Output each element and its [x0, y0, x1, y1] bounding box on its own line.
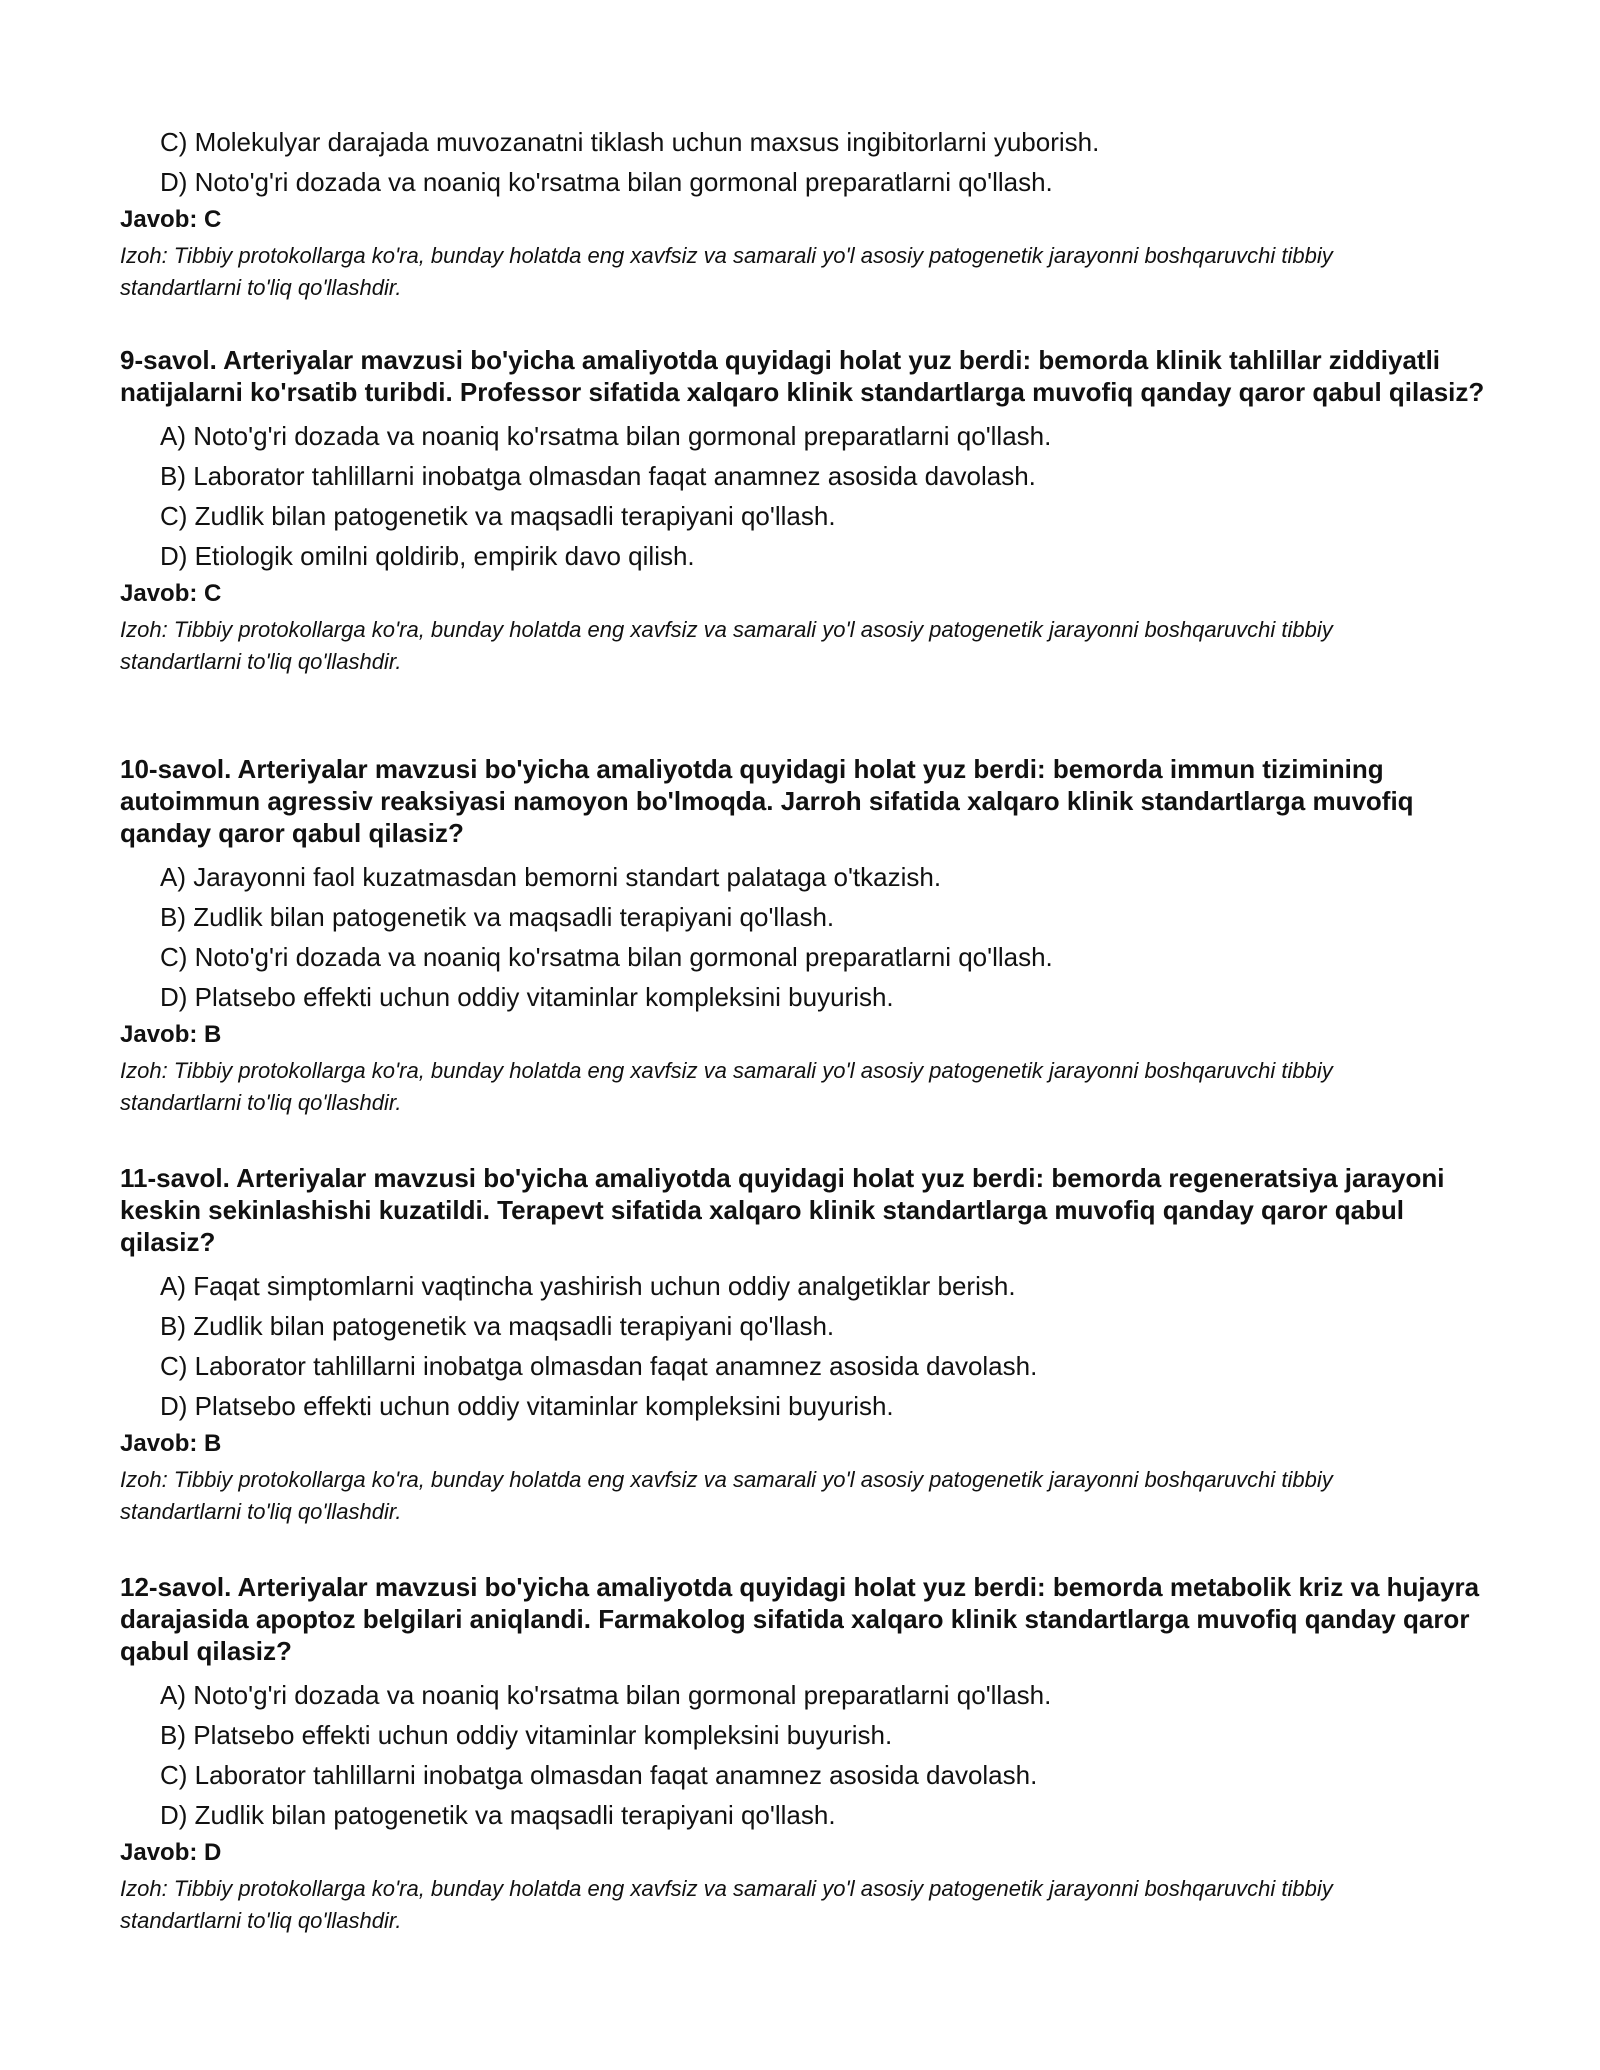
question-text: 11-savol. Arteriyalar mavzusi bo'yicha amaliyotda quyidagi holat yuz berdi: bemorda regeneratsiya jarayoni keskin sekinlashishi kuzatildi. Terapevt sifatida xalqaro klinik standartlarga muvofiq qanday qaror qabul qilasiz? — [120, 1163, 1445, 1257]
option-d: D) Noto'g'ri dozada va noaniq ko'rsatma bilan gormonal preparatlarni qo'llash. — [160, 167, 1053, 197]
option-d: D) Platsebo effekti uchun oddiy vitaminlar kompleksini buyurish. — [160, 1391, 894, 1421]
option-a: A) Noto'g'ri dozada va noaniq ko'rsatma bilan gormonal preparatlarni qo'llash. — [160, 1680, 1052, 1710]
explanation-note: Izoh: Tibbiy protokollarga ko'ra, bunday holatda eng xavfsiz va samarali yo'l asosiy patogenetik jarayonni boshqaruvchi tibbiy standartlarni to'liq qo'llashdir. — [120, 617, 1333, 674]
option-b: B) Zudlik bilan patogenetik va maqsadli terapiyani qo'llash. — [160, 902, 835, 932]
explanation-note: Izoh: Tibbiy protokollarga ko'ra, bunday holatda eng xavfsiz va samarali yo'l asosiy patogenetik jarayonni boshqaruvchi tibbiy standartlarni to'liq qo'llashdir. — [120, 243, 1333, 300]
question-text: 9-savol. Arteriyalar mavzusi bo'yicha amaliyotda quyidagi holat yuz berdi: bemorda klinik tahlillar ziddiyatli natijalarni ko'rsatib turibdi. Professor sifatida xalqaro klinik standartlarga muvofiq qanday qaror qabul qilasiz? — [120, 345, 1485, 407]
option-c: C) Noto'g'ri dozada va noaniq ko'rsatma bilan gormonal preparatlarni qo'llash. — [160, 942, 1053, 972]
answer-label: Javob: C — [120, 580, 222, 607]
option-a: A) Faqat simptomlarni vaqtincha yashirish uchun oddiy analgetiklar berish. — [160, 1271, 1016, 1301]
option-d: D) Zudlik bilan patogenetik va maqsadli terapiyani qo'llash. — [160, 1800, 836, 1830]
option-c: C) Molekulyar darajada muvozanatni tiklash uchun maxsus ingibitorlarni yuborish. — [160, 127, 1100, 157]
answer-label: Javob: C — [120, 206, 222, 233]
answer-label: Javob: B — [120, 1430, 222, 1457]
option-b: B) Zudlik bilan patogenetik va maqsadli terapiyani qo'llash. — [160, 1311, 835, 1341]
option-b: B) Laborator tahlillarni inobatga olmasdan faqat anamnez asosida davolash. — [160, 461, 1036, 491]
answer-label: Javob: B — [120, 1021, 222, 1048]
explanation-note: Izoh: Tibbiy protokollarga ko'ra, bunday holatda eng xavfsiz va samarali yo'l asosiy patogenetik jarayonni boshqaruvchi tibbiy standartlarni to'liq qo'llashdir. — [120, 1876, 1333, 1933]
option-c: C) Laborator tahlillarni inobatga olmasdan faqat anamnez asosida davolash. — [160, 1351, 1038, 1381]
option-a: A) Jarayonni faol kuzatmasdan bemorni standart palataga o'tkazish. — [160, 862, 942, 892]
question-text: 10-savol. Arteriyalar mavzusi bo'yicha amaliyotda quyidagi holat yuz berdi: bemorda immun tizimining autoimmun agressiv reaksiyasi namoyon bo'lmoqda. Jarroh sifatida xalqaro klinik standartlarga muvofiq qanday qaror qabul qilasiz? — [120, 754, 1414, 848]
question-9-block — [120, 344, 1500, 678]
explanation-note: Izoh: Tibbiy protokollarga ko'ra, bunday holatda eng xavfsiz va samarali yo'l asosiy patogenetik jarayonni boshqaruvchi tibbiy standartlarni to'liq qo'llashdir. — [120, 1467, 1333, 1524]
option-c: C) Zudlik bilan patogenetik va maqsadli terapiyani qo'llash. — [160, 501, 836, 531]
answer-label: Javob: D — [120, 1839, 222, 1866]
question-8-continuation — [120, 122, 1500, 304]
explanation-note: Izoh: Tibbiy protokollarga ko'ra, bunday holatda eng xavfsiz va samarali yo'l asosiy patogenetik jarayonni boshqaruvchi tibbiy standartlarni to'liq qo'llashdir. — [120, 1058, 1333, 1115]
question-11-block — [120, 1162, 1500, 1528]
option-a: A) Noto'g'ri dozada va noaniq ko'rsatma bilan gormonal preparatlarni qo'llash. — [160, 421, 1052, 451]
option-d: D) Platsebo effekti uchun oddiy vitaminlar kompleksini buyurish. — [160, 982, 894, 1012]
option-c: C) Laborator tahlillarni inobatga olmasdan faqat anamnez asosida davolash. — [160, 1760, 1038, 1790]
question-text: 12-savol. Arteriyalar mavzusi bo'yicha amaliyotda quyidagi holat yuz berdi: bemorda metabolik kriz va hujayra darajasida apoptoz belgilari aniqlandi. Farmakolog sifatida xalqaro klinik standartlarga muvofiq qanday qaror qabul qilasiz? — [120, 1572, 1480, 1666]
question-12-block — [120, 1571, 1500, 1937]
question-10-block — [120, 753, 1500, 1119]
option-d: D) Etiologik omilni qoldirib, empirik davo qilish. — [160, 541, 695, 571]
option-b: B) Platsebo effekti uchun oddiy vitaminlar kompleksini buyurish. — [160, 1720, 893, 1750]
